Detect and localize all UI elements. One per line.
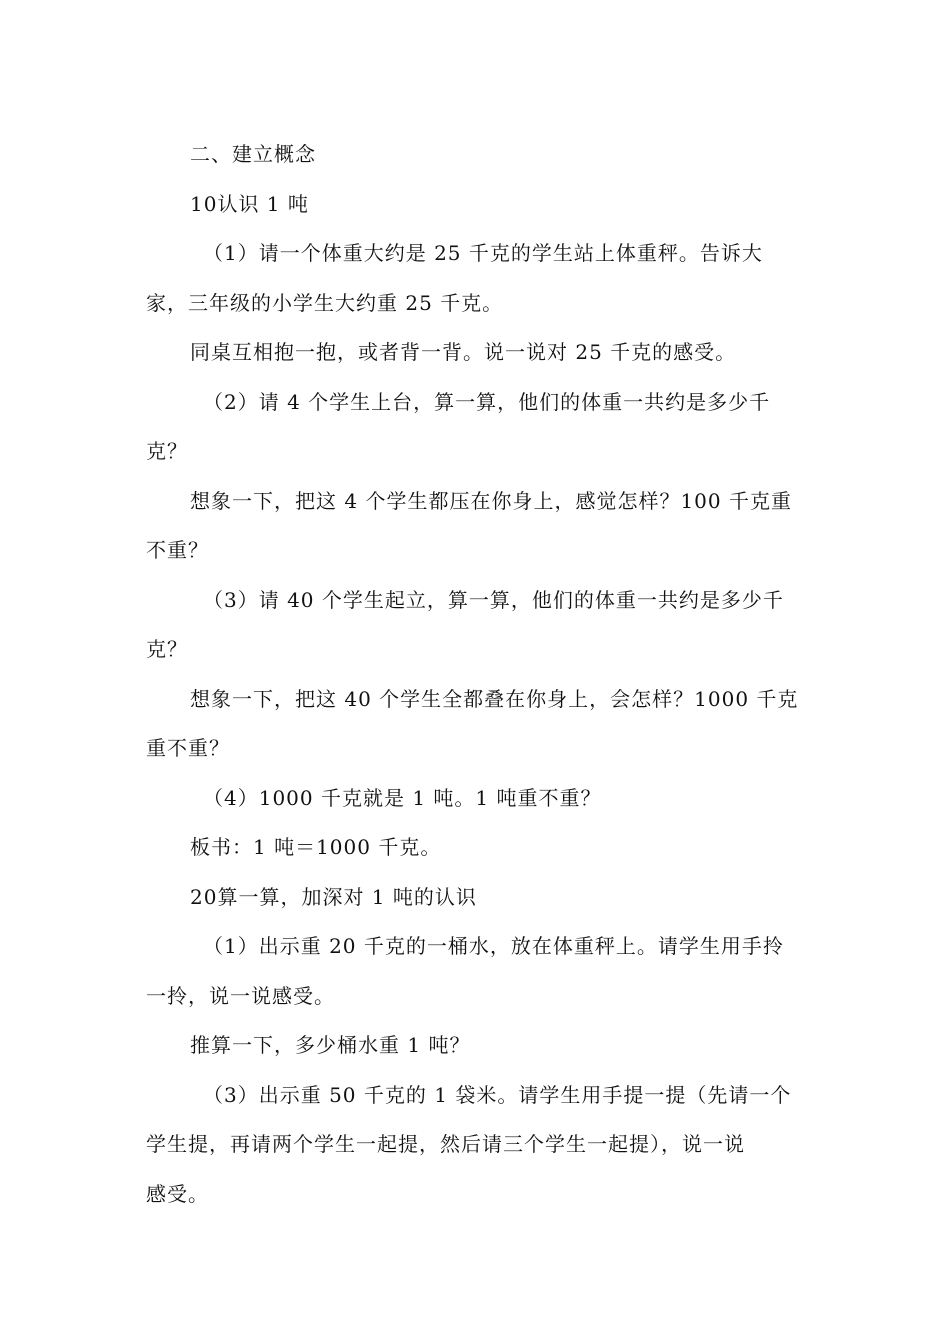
paragraph-line: （4）1000 千克就是 1 吨。1 吨重不重？ — [203, 785, 602, 810]
section-heading: 二、建立概念 — [190, 142, 316, 166]
paragraph-line: 同桌互相抱一抱，或者背一背。说一说对 25 千克的感受。 — [190, 340, 737, 364]
document-body — [146, 130, 806, 1219]
paragraph-line: 想象一下，把这 40 个学生全都叠在你身上，会怎样？1000 千克 — [190, 686, 799, 711]
paragraph-line: 不重？ — [146, 538, 209, 562]
paragraph-line: 感受。 — [146, 1181, 209, 1206]
paragraph-line: （3）请 40 个学生起立，算一算，他们的体重一共约是多少千 — [203, 587, 784, 612]
paragraph-line: （1）请一个体重大约是 25 千克的学生站上体重秤。告诉大 — [203, 241, 763, 265]
paragraph-line: 学生提，再请两个学生一起提，然后请三个学生一起提），说一说 — [146, 1132, 745, 1156]
paragraph-line: 克？ — [146, 637, 188, 661]
paragraph-line: （2）请 4 个学生上台，算一算，他们的体重一共约是多少千 — [203, 389, 771, 414]
paragraph-line: 想象一下，把这 4 个学生都压在你身上，感觉怎样？100 千克重 — [190, 488, 792, 513]
paragraph-line: 一拎，说一说感受。 — [146, 983, 335, 1008]
subsection-heading: 20算一算，加深对 1 吨的认识 — [190, 884, 477, 909]
paragraph-line: （1）出示重 20 千克的一桶水，放在体重秤上。请学生用手拎 — [203, 934, 784, 958]
blackboard-note: 板书：1 吨＝1000 千克。 — [190, 835, 442, 859]
paragraph-line: （3）出示重 50 千克的 1 袋米。请学生用手提一提（先请一个 — [203, 1082, 792, 1107]
subsection-heading: 10认识 1 吨 — [190, 191, 309, 216]
paragraph-line: 重不重？ — [146, 736, 230, 760]
paragraph-line: 克？ — [146, 439, 188, 463]
paragraph-line: 推算一下，多少桶水重 1 吨？ — [190, 1033, 471, 1057]
paragraph-line: 家，三年级的小学生大约重 25 千克。 — [146, 290, 504, 315]
